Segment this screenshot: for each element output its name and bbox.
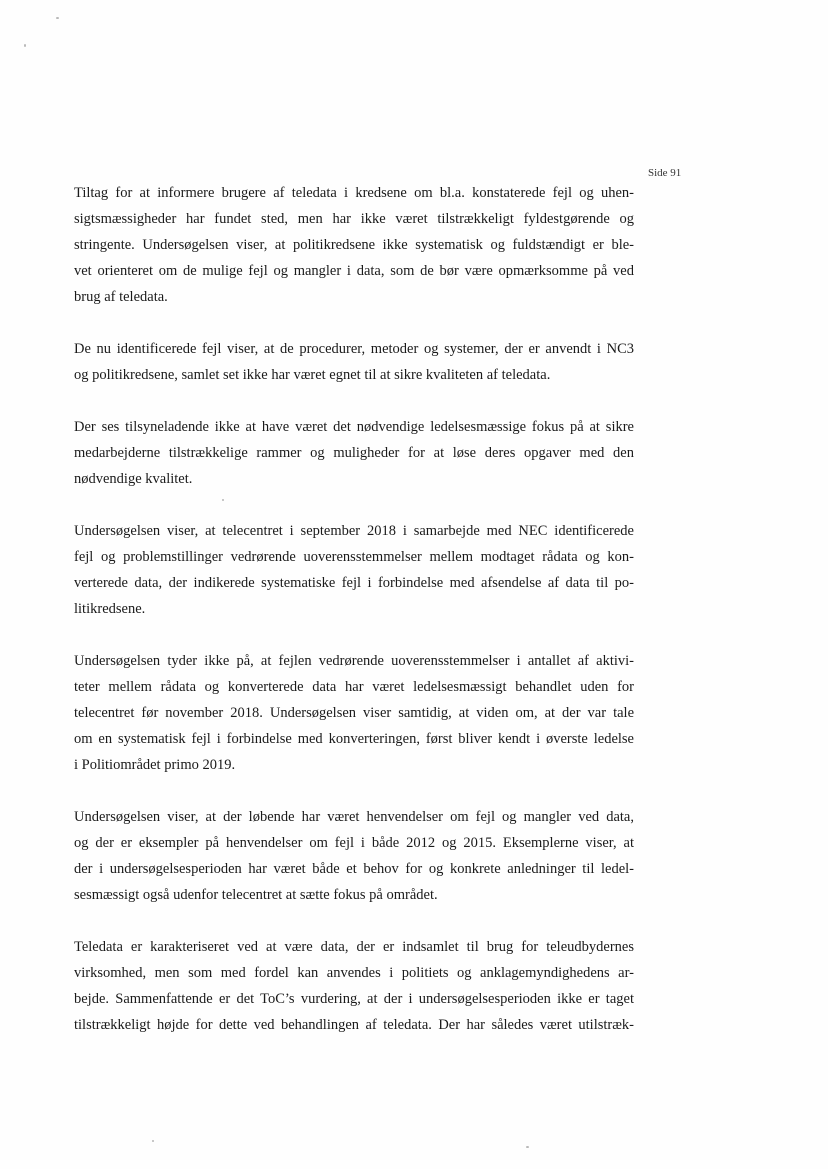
text-line: telecentret før november 2018. Undersøgelsen viser samtidig, at viden om, at der var tale: [74, 705, 634, 721]
text-line: om en systematisk fejl i forbindelse med konverteringen, først bliver kendt i øverste ledelse: [74, 731, 634, 747]
paragraph: [74, 336, 634, 388]
scan-speck: [526, 1146, 529, 1148]
scan-speck: [56, 17, 59, 19]
text-line: Teledata er karakteriseret ved at være data, der er indsamlet til brug for teleudbydernes: [74, 939, 634, 955]
text-line: brug af teledata.: [74, 289, 168, 305]
text-line: verterede data, der indikerede systematiske fejl i forbindelse med afsendelse af data til po-: [74, 575, 634, 591]
text-line: bejde. Sammenfattende er det ToC’s vurdering, at der i undersøgelsesperioden ikke er taget: [74, 991, 634, 1007]
page-number: Side 91: [648, 167, 682, 179]
text-line: der i undersøgelsesperioden har været både et behov for og konkrete anledninger til ledel-: [74, 861, 634, 877]
text-line: og der er eksempler på henvendelser om fejl i både 2012 og 2015. Eksemplerne viser, at: [74, 835, 634, 851]
text-line: litikredsene.: [74, 601, 146, 617]
text-line: tilstrækkeligt højde for dette ved behandlingen af teledata. Der har således været utilstræk-: [74, 1017, 634, 1033]
text-line: stringente. Undersøgelsen viser, at politikredsene ikke systematisk og fuldstændigt er ble-: [74, 237, 634, 253]
scan-speck: [152, 1140, 154, 1142]
text-line: vet orienteret om de mulige fejl og mangler i data, som de bør være opmærksomme på ved: [74, 263, 634, 279]
paragraph: [74, 934, 634, 1038]
text-line: i Politiområdet primo 2019.: [74, 757, 236, 773]
text-line: Undersøgelsen tyder ikke på, at fejlen vedrørende uoverensstemmelser i antallet af aktivi-: [74, 653, 634, 669]
text-line: De nu identificerede fejl viser, at de procedurer, metoder og systemer, der er anvendt i NC3: [74, 341, 634, 357]
text-line: teter mellem rådata og konverterede data har været ledelsesmæssigt behandlet uden for: [74, 679, 634, 695]
scan-speck: [24, 44, 26, 47]
paragraph: [74, 648, 634, 778]
text-line: medarbejderne tilstrækkelige rammer og muligheder for at løse deres opgaver med den: [74, 445, 634, 461]
text-line: Undersøgelsen viser, at telecentret i september 2018 i samarbejde med NEC identificerede: [74, 523, 634, 539]
text-line: og politikredsene, samlet set ikke har været egnet til at sikre kvaliteten af teledata.: [74, 367, 551, 383]
text-line: Undersøgelsen viser, at der løbende har været henvendelser om fejl og mangler ved data,: [74, 809, 634, 825]
paragraph: [74, 804, 634, 908]
text-line: sigtsmæssigheder har fundet sted, men har ikke været tilstrækkeligt fyldestgørende og: [74, 211, 634, 227]
text-line: Tiltag for at informere brugere af teledata i kredsene om bl.a. konstaterede fejl og uhen-: [74, 185, 634, 201]
body-text: [74, 180, 634, 1064]
text-line: Der ses tilsyneladende ikke at have været det nødvendige ledelsesmæssige fokus på at sikre: [74, 419, 634, 435]
text-line: sesmæssigt også udenfor telecentret at sætte fokus på området.: [74, 887, 438, 903]
text-line: virksomhed, men som med fordel kan anvendes i politiets og anklagemyndighedens ar-: [74, 965, 634, 981]
text-line: nødvendige kvalitet.: [74, 471, 193, 487]
paragraph: [74, 518, 634, 622]
paragraph: [74, 180, 634, 310]
paragraph: [74, 414, 634, 492]
text-line: fejl og problemstillinger vedrørende uoverensstemmelser mellem modtaget rådata og kon-: [74, 549, 634, 565]
